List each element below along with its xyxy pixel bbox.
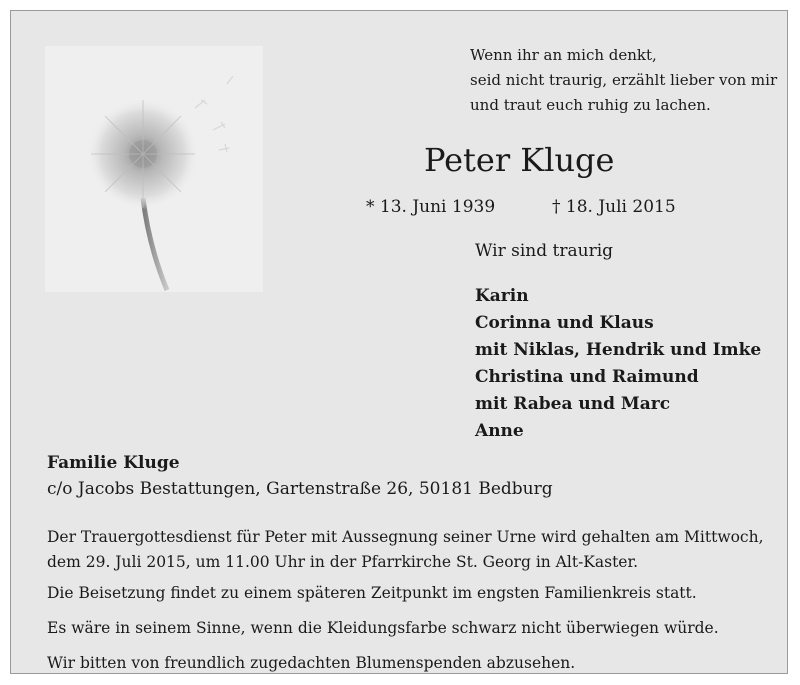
mourner: Anne [475,421,524,441]
burial-info: Die Beisetzung findet zu einem späteren Zeitpunkt im engsten Familienkreis statt. [47,584,697,602]
family-name: Familie Kluge [47,453,180,473]
mourner: mit Niklas, Hendrik und Imke [475,340,762,360]
mourners-list [475,283,761,445]
flowers-info: Wir bitten von freundlich zugedachten Blumenspenden abzusehen. [47,654,576,672]
deceased-name: Peter Kluge [424,141,615,179]
mourner: Corinna und Klaus [475,313,654,333]
verse-line: Wenn ihr an mich denkt, [470,46,657,64]
verse-line: und traut euch ruhig zu lachen. [470,96,711,114]
dandelion-image [45,46,263,292]
obituary-card [10,10,788,674]
verse [470,43,777,118]
birth-date: * 13. Juni 1939 [366,197,496,217]
service-line: Der Trauergottesdienst für Peter mit Aussegnung seiner Urne wird gehalten am Mittwoch, [47,528,764,546]
dress-code-info: Es wäre in seinem Sinne, wenn die Kleidungsfarbe schwarz nicht überwiegen würde. [47,619,719,637]
verse-line: seid nicht traurig, erzählt lieber von mir [470,71,778,89]
mourner: Karin [475,286,529,306]
service-line: dem 29. Juli 2015, um 11.00 Uhr in der Pfarrkirche St. Georg in Alt-Kaster. [47,553,639,571]
death-date: † 18. Juli 2015 [552,197,676,217]
family-address: c/o Jacobs Bestattungen, Gartenstraße 26, 50181 Bedburg [47,479,553,499]
dandelion-photo [45,46,263,292]
mourner: mit Rabea und Marc [475,394,671,414]
service-info [47,525,764,575]
mourning-intro: Wir sind traurig [475,241,614,261]
mourner: Christina und Raimund [475,367,699,387]
